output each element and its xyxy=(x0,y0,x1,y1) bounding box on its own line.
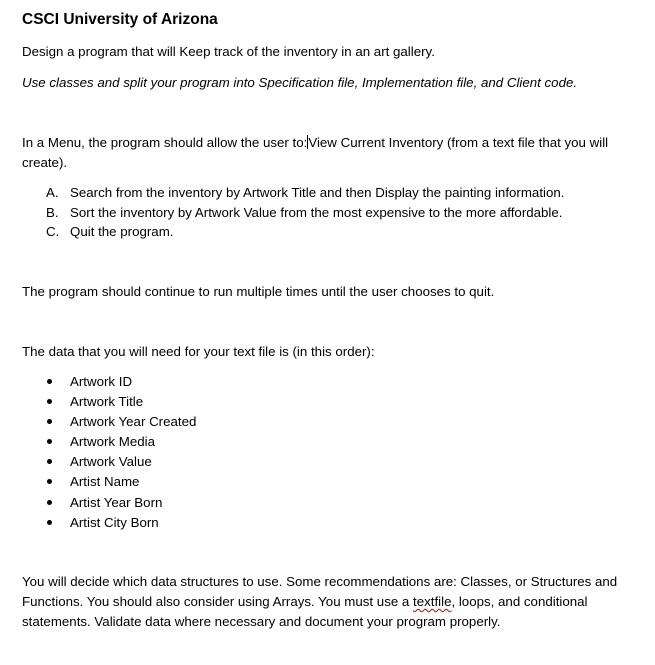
bullet-icon xyxy=(47,419,52,424)
closing-text-end: , loops, and conditional statements. Validate data where necessary and document your program properly. xyxy=(22,594,588,629)
intro-paragraph[interactable]: Design a program that will Keep track of the inventory in an art gallery. xyxy=(22,44,435,59)
list-item-text: Artwork ID xyxy=(70,374,133,389)
menu-paragraph[interactable] xyxy=(22,133,637,173)
closing-text-start: You will decide which data structures to use. Some recommendations are: Classes, or Structures and Functions. You should also consider using Arrays. You must use a xyxy=(22,574,618,609)
repeat-paragraph[interactable]: The program should continue to run multiple times until the user chooses to quit. xyxy=(22,284,495,299)
list-item-text: Sort the inventory by Artwork Value from the most expensive to the more affordable. xyxy=(70,204,563,220)
spellcheck-flagged-word[interactable]: textfile xyxy=(413,594,452,609)
bullet-icon xyxy=(47,520,52,525)
list-marker: C. xyxy=(46,224,60,239)
list-item-text: Artwork Year Created xyxy=(70,414,197,430)
data-intro-paragraph[interactable]: The data that you will need for your text file is (in this order): xyxy=(22,344,375,359)
list-marker: B. xyxy=(46,204,59,220)
bullet-icon xyxy=(47,439,52,444)
list-item-text: Artwork Value xyxy=(70,454,152,470)
bullet-icon xyxy=(47,399,52,404)
bullet-icon xyxy=(47,379,52,384)
menu-paragraph-end: View Current Inventory (from a text file that you will create). xyxy=(22,135,609,170)
bullet-icon xyxy=(47,500,52,505)
bullet-icon xyxy=(47,459,52,464)
list-item-text: Search from the inventory by Artwork Title and then Display the painting information. xyxy=(70,185,565,200)
list-item-text: Quit the program. xyxy=(70,224,174,239)
list-item-text: Artist Name xyxy=(70,474,140,490)
list-item-text: Artwork Title xyxy=(70,394,144,410)
list-marker: A. xyxy=(46,185,59,200)
bullet-icon xyxy=(47,479,52,484)
list-item-text: Artist Year Born xyxy=(70,494,163,510)
list-item-text: Artist City Born xyxy=(70,514,159,530)
instructions-paragraph[interactable]: Use classes and split your program into Specification file, Implementation file, and Client code. xyxy=(22,75,578,90)
document-title: CSCI University of Arizona xyxy=(22,11,218,28)
closing-paragraph[interactable] xyxy=(22,572,637,632)
list-item-text: Artwork Media xyxy=(70,434,155,450)
menu-paragraph-start: In a Menu, the program should allow the user to: xyxy=(22,135,308,150)
